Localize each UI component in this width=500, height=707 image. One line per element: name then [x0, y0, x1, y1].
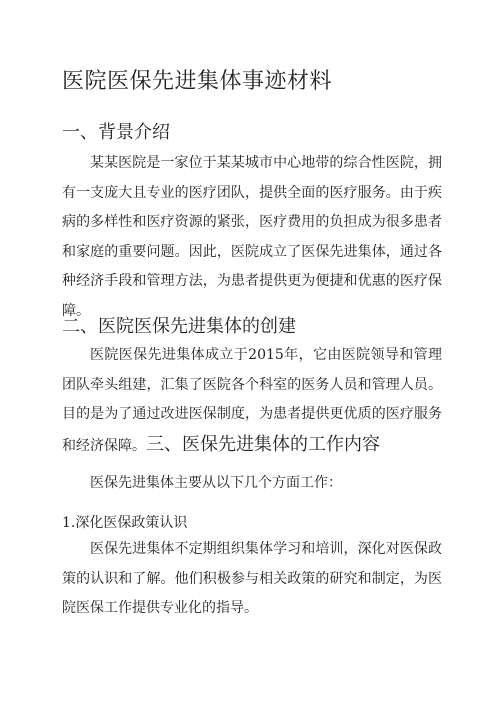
section-heading-work-content: 三、医保先进集体的工作内容 — [146, 433, 380, 455]
document-title: 医院医保先进集体事迹材料 — [62, 69, 333, 94]
paragraph-work-intro: 医保先进集体主要从以下几个方面工作： — [90, 475, 342, 491]
paragraph-creation-text: 医院医保先进集体成立于2015年，它由医院领导和管理团队牵头组建，汇集了医院各个科室的医务人员和管理人员。目的是为了通过改进医保制度，为患者提供更优质的医疗服务和经济保障。 — [62, 347, 442, 454]
subheading-policy-understanding: 1.深化医保政策认识 — [62, 515, 188, 531]
section-heading-background: 一、背景介绍 — [62, 122, 170, 143]
paragraph-policy-understanding: 医保先进集体不定期组织集体学习和培训，深化对医保政策的认识和了解。他们积极参与相关政策的研究和制定，为医院医保工作提供专业化的指导。 — [62, 541, 442, 617]
paragraph-creation — [62, 341, 442, 461]
section-heading-creation: 二、医院医保先进集体的创建 — [62, 316, 296, 337]
paragraph-background: 某某医院是一家位于某某城市中心地带的综合性医院，拥有一支庞大且专业的医疗团队，提供全面的医疗服务。由于疾病的多样性和医疗资源的紧张，医疗费用的负担成为很多患者和家庭的重要问题。因此，医院成立了医保先进集体，通过各种经济手段和管理方法，为患者提供更为便捷和优惠的医疗保障。 — [62, 155, 442, 319]
